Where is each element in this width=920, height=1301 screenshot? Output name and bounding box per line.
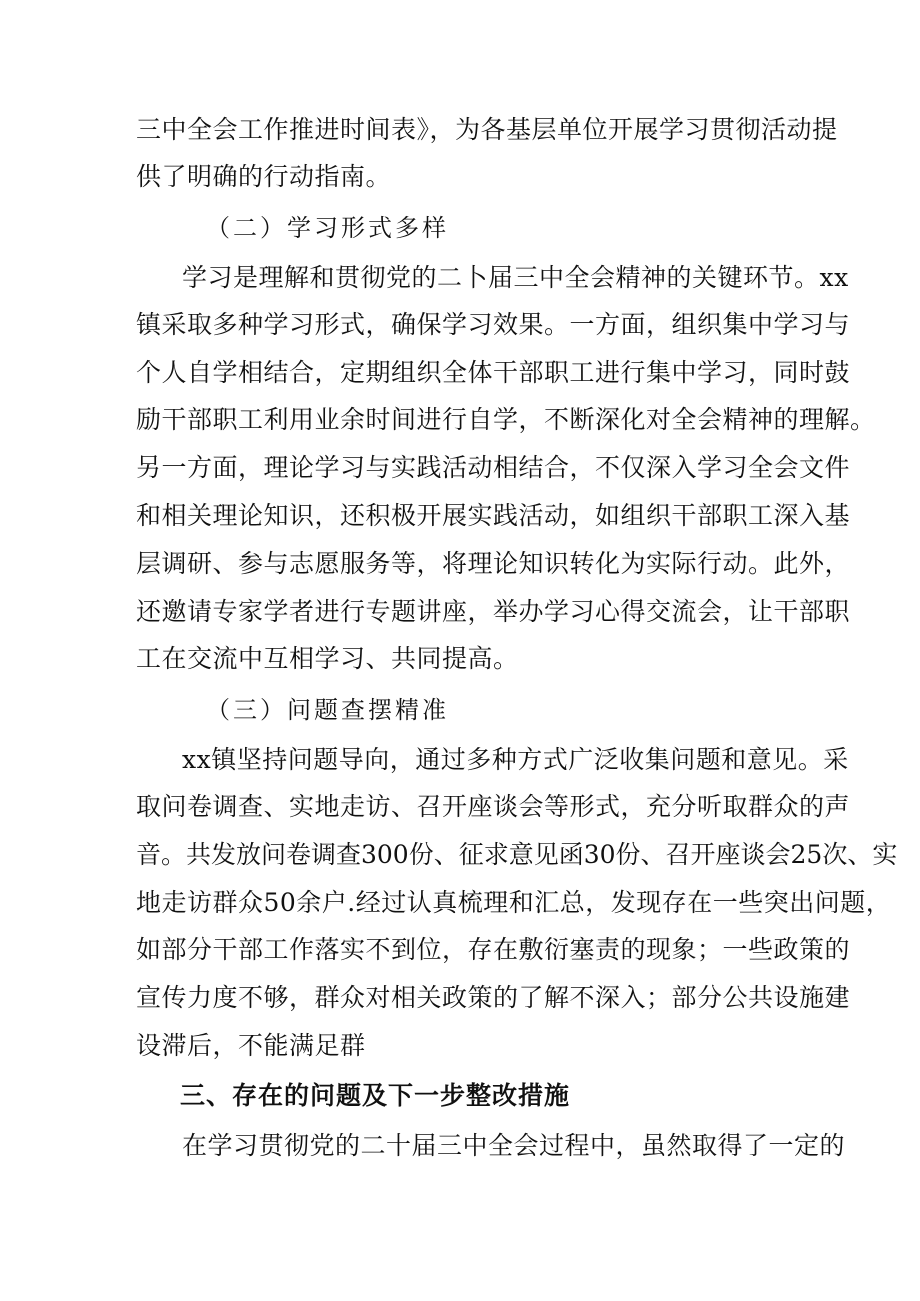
paragraph-line: 三中全会工作推进时间表》，为各基层单位开展学习贯彻活动提: [136, 115, 838, 144]
paragraph-line: 学习是理解和贯彻党的二卜届三中全会精神的关键环节。xx: [182, 263, 849, 292]
paragraph-line: xx镇坚持问题导向，通过多种方式广泛收集问题和意见。采: [182, 745, 849, 774]
paragraph-line: 镇采取多种学习形式，确保学习效果。一方面，组织集中学习与: [136, 310, 851, 339]
paragraph-line: 如部分干部工作落实不到位，存在敷衍塞责的现象；一些政策的: [136, 935, 851, 964]
paragraph-line: 在学习贯彻党的二十届三中全会过程中，虽然取得了一定的: [182, 1131, 846, 1160]
paragraph-line: 地走访群众50余户.经过认真梳理和汇总，发现存在一些突出问题，: [136, 888, 892, 917]
paragraph-line: 宣传力度不够，群众对相关政策的了解不深入；部分公共设施建: [136, 983, 851, 1012]
paragraph-line: 供了明确的行动指南。: [136, 162, 392, 191]
paragraph-line: 还邀请专家学者进行专题讲座，举办学习心得交流会，让干部职: [136, 597, 851, 626]
section-heading-3: （三）问题查摆精准: [206, 696, 449, 724]
paragraph-line: 另一方面，理论学习与实践活动相结合，不仅深入学习全会文件: [136, 453, 851, 482]
paragraph-line: 层调研、参与志愿服务等，将理论知识转化为实际行动。此外，: [136, 549, 851, 578]
paragraph-line: 音。共发放问卷调查300份、征求意见函30份、召开座谈会25次、实: [136, 840, 898, 869]
chapter-heading: 三、存在的问题及下一步整改措施: [180, 1081, 571, 1110]
paragraph-line: 和相关理论知识，还积极开展实践活动，如组织干部职工深入基: [136, 501, 851, 530]
paragraph-line: 取问卷调查、实地走访、召开座谈会等形式，充分听取群众的声: [136, 792, 851, 821]
paragraph-line: 励干部职工利用业余时间进行自学，不断深化对全会精神的理解。: [136, 405, 876, 434]
paragraph-line: 个人自学相结合，定期组织全体干部职工进行集中学习，同时鼓: [136, 358, 851, 387]
section-heading-2: （二）学习形式多样: [206, 214, 449, 242]
paragraph-line: 工在交流中互相学习、共同提高。: [136, 644, 519, 673]
paragraph-line: 设滞后，不能满足群: [136, 1031, 366, 1060]
